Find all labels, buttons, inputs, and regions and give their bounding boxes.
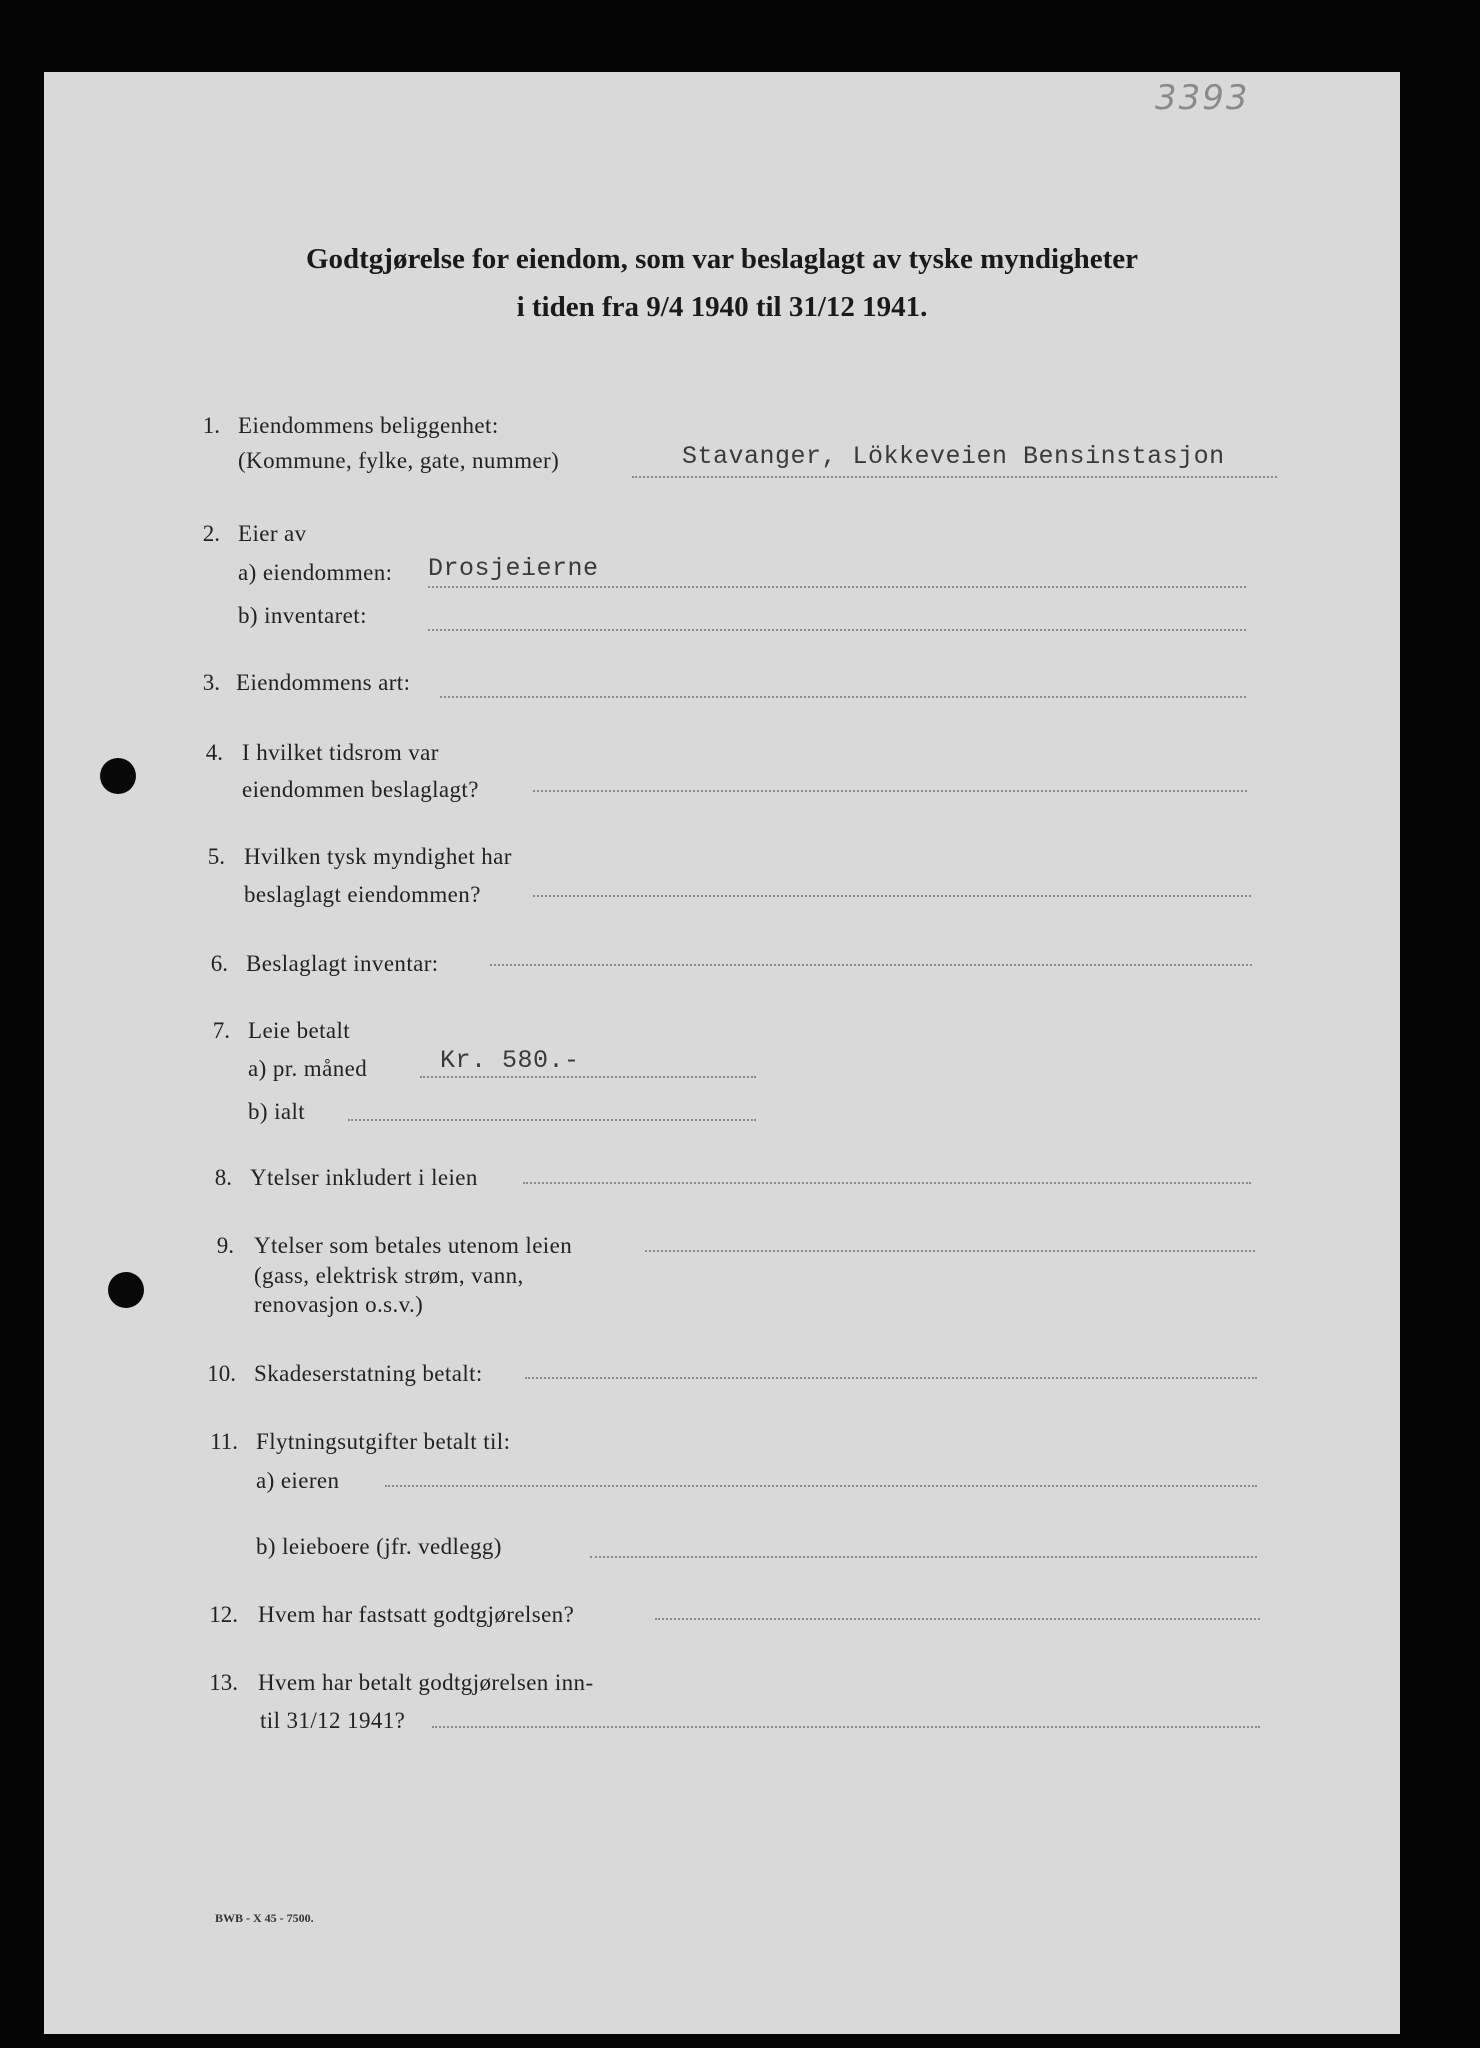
q2a-fill-line[interactable] <box>428 586 1246 588</box>
q12-fill-line[interactable] <box>655 1618 1260 1620</box>
q6-number: 6. <box>210 951 228 976</box>
q8-number: 8. <box>214 1165 232 1190</box>
q2a-label: a) eiendommen: <box>238 560 393 585</box>
q4-fill-line[interactable] <box>533 790 1247 792</box>
q12-label: Hvem har fastsatt godtgjørelsen? <box>258 1602 575 1627</box>
q1-label-line2: (Kommune, fylke, gate, nummer) <box>238 448 560 473</box>
q7b-fill-line[interactable] <box>348 1119 756 1121</box>
q1-typed-value: Stavanger, Lökkeveien Bensinstasjon <box>682 442 1225 471</box>
handwritten-archive-number: 3393 <box>1155 78 1250 118</box>
q9-fill-line[interactable] <box>645 1250 1255 1252</box>
punch-hole-upper <box>100 758 136 794</box>
q9-label-line3: renovasjon o.s.v.) <box>254 1292 424 1317</box>
q11a-fill-line[interactable] <box>385 1485 1257 1487</box>
q13-label-line2: til 31/12 1941? <box>260 1708 406 1733</box>
q2-label: Eier av <box>238 521 307 546</box>
q6-fill-line[interactable] <box>490 964 1252 966</box>
q12-number: 12. <box>209 1602 238 1627</box>
q2-number: 2. <box>202 521 220 546</box>
q11b-label: b) leieboere (jfr. vedlegg) <box>256 1534 502 1559</box>
q11-label: Flytningsutgifter betalt til: <box>256 1429 511 1454</box>
q5-label-line1: Hvilken tysk myndighet har <box>244 844 512 869</box>
q2b-fill-line[interactable] <box>428 629 1246 631</box>
q7-label: Leie betalt <box>248 1018 351 1043</box>
q10-fill-line[interactable] <box>525 1377 1257 1379</box>
q3-number: 3. <box>202 670 220 695</box>
q6-label: Beslaglagt inventar: <box>246 951 439 976</box>
printer-imprint: BWB - X 45 - 7500. <box>215 1911 314 1925</box>
q4-number: 4. <box>205 740 223 765</box>
q9-label-line1: Ytelser som betales utenom leien <box>254 1233 573 1258</box>
q13-label-line1: Hvem har betalt godtgjørelsen inn- <box>258 1670 594 1695</box>
q5-label-line2: beslaglagt eiendommen? <box>244 882 481 907</box>
q4-label-line2: eiendommen beslaglagt? <box>242 777 479 802</box>
q7a-fill-line[interactable] <box>420 1076 756 1078</box>
q9-label-line2: (gass, elektrisk strøm, vann, <box>254 1263 524 1288</box>
q10-number: 10. <box>207 1361 236 1386</box>
q1-label-line1: Eiendommens beliggenhet: <box>238 413 499 438</box>
q11b-fill-line[interactable] <box>590 1556 1257 1558</box>
q10-label: Skadeserstatning betalt: <box>254 1361 483 1386</box>
q1-number: 1. <box>202 413 220 438</box>
q7a-label: a) pr. måned <box>248 1056 368 1081</box>
q11-number: 11. <box>210 1429 238 1454</box>
form-sheet <box>44 72 1400 2034</box>
q2b-label: b) inventaret: <box>238 603 367 628</box>
q4-label-line1: I hvilket tidsrom var <box>242 740 439 765</box>
q9-number: 9. <box>216 1233 234 1258</box>
q2a-typed-value: Drosjeierne <box>428 554 599 583</box>
q3-label: Eiendommens art: <box>236 670 411 695</box>
q7-number: 7. <box>212 1018 230 1043</box>
q8-label: Ytelser inkludert i leien <box>250 1165 478 1190</box>
q5-fill-line[interactable] <box>533 895 1251 897</box>
q5-number: 5. <box>207 844 225 869</box>
q13-fill-line[interactable] <box>432 1726 1260 1728</box>
q13-number: 13. <box>209 1670 238 1695</box>
q7a-typed-value: Kr. 580.- <box>440 1046 580 1075</box>
form-title-line1: Godtgjørelse for eiendom, som var beslaglagt av tyske myndigheter <box>305 243 1139 275</box>
q11a-label: a) eieren <box>256 1468 340 1493</box>
q3-fill-line[interactable] <box>440 696 1246 698</box>
form-title-line2: i tiden fra 9/4 1940 til 31/12 1941. <box>516 291 928 323</box>
q1-fill-line[interactable] <box>632 476 1277 478</box>
punch-hole-lower <box>108 1272 144 1308</box>
q7b-label: b) ialt <box>248 1099 306 1124</box>
q8-fill-line[interactable] <box>523 1182 1251 1184</box>
